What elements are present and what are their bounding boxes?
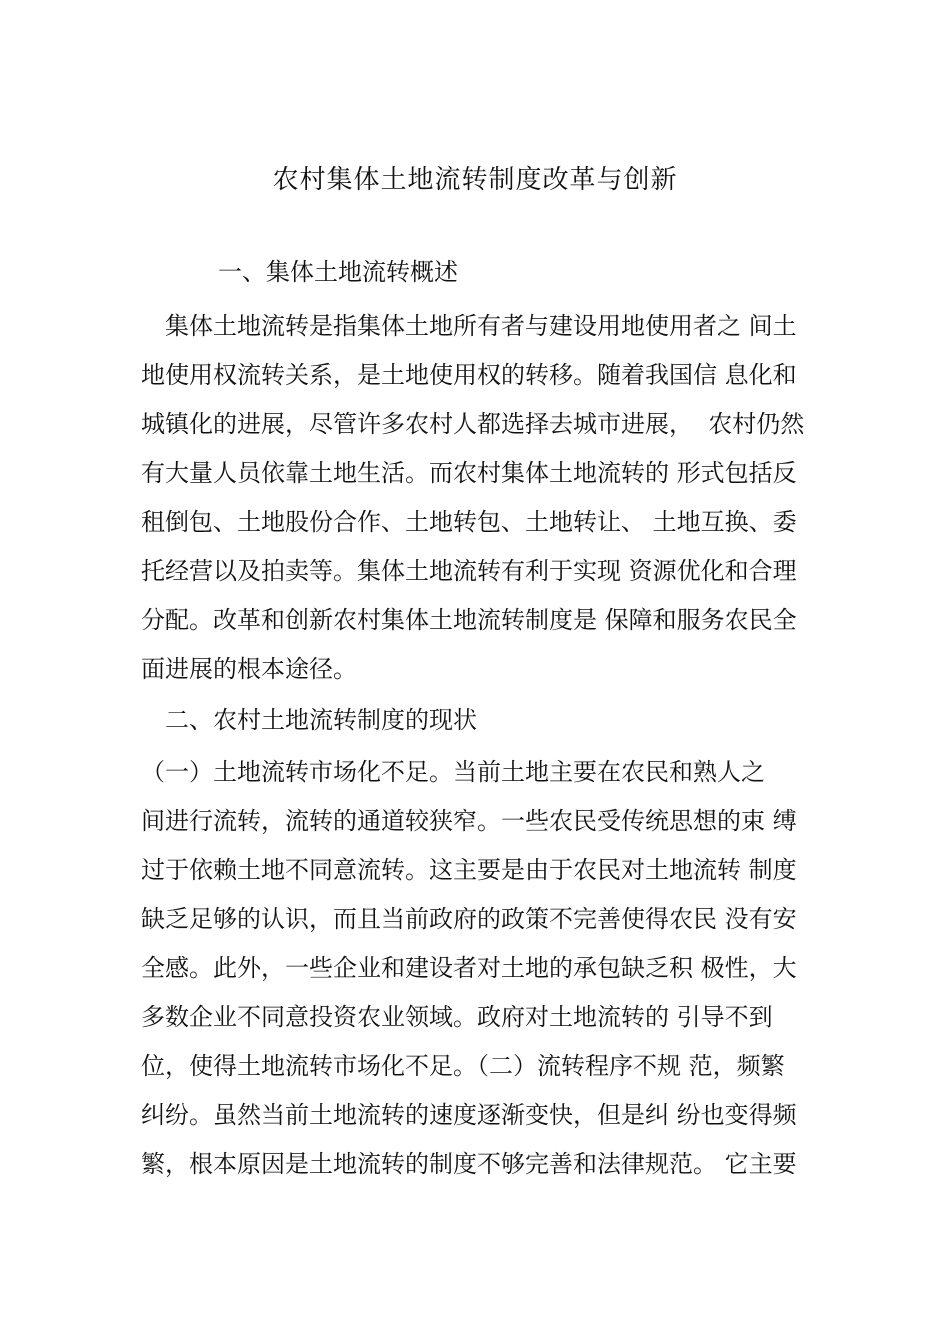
paragraph-line-3: 城镇化的进展，尽管许多农村人都选择去城市进展， 农村仍然 — [141, 410, 805, 438]
paragraph-line-11: 过于依赖土地不同意流转。这主要是由于农民对土地流转 制度 — [141, 856, 797, 884]
paragraph-line-1: 集体土地流转是指集体土地所有者与建设用地使用者之 间土 — [165, 312, 797, 340]
document-title: 农村集体土地流转制度改革与创新 — [272, 165, 678, 195]
paragraph-line-7: 分配。改革和创新农村集体土地流转制度是 保障和服务农民全 — [141, 606, 797, 634]
paragraph-line-10: 间进行流转，流转的通道较狭窄。一些农民受传统思想的束 缚 — [141, 807, 797, 835]
paragraph-line-16: 纠纷。虽然当前土地流转的速度逐渐变快，但是纠 纷也变得频 — [141, 1101, 797, 1129]
paragraph-line-5: 租倒包、土地股份合作、土地转包、土地转让、 土地互换、委 — [141, 508, 797, 536]
paragraph-line-8: 面进展的根本途径。 — [141, 655, 357, 683]
paragraph-line-4: 有大量人员依靠土地生活。而农村集体土地流转的 形式包括反 — [141, 459, 797, 487]
paragraph-line-2: 地使用权流转关系，是土地使用权的转移。随着我国信 息化和 — [141, 361, 797, 389]
section-heading-2: 二、农村土地流转制度的现状 — [165, 706, 477, 734]
paragraph-line-9: （一）土地流转市场化不足。当前土地主要在农民和熟人之 — [141, 758, 765, 786]
paragraph-line-14: 多数企业不同意投资农业领域。政府对土地流转的 引导不到 — [141, 1003, 773, 1031]
paragraph-line-15: 位，使得土地流转市场化不足。（二）流转程序不规 范，频繁 — [141, 1052, 785, 1080]
paragraph-line-17: 繁，根本原因是土地流转的制度不够完善和法律规范。 它主要 — [141, 1150, 797, 1178]
paragraph-line-13: 全感。此外，一些企业和建设者对土地的承包缺乏积 极性，大 — [141, 954, 797, 982]
section-heading-1: 一、集体土地流转概述 — [218, 258, 458, 286]
paragraph-line-12: 缺乏足够的认识，而且当前政府的政策不完善使得农民 没有安 — [141, 905, 797, 933]
paragraph-line-6: 托经营以及拍卖等。集体土地流转有利于实现 资源优化和合理 — [141, 557, 797, 585]
